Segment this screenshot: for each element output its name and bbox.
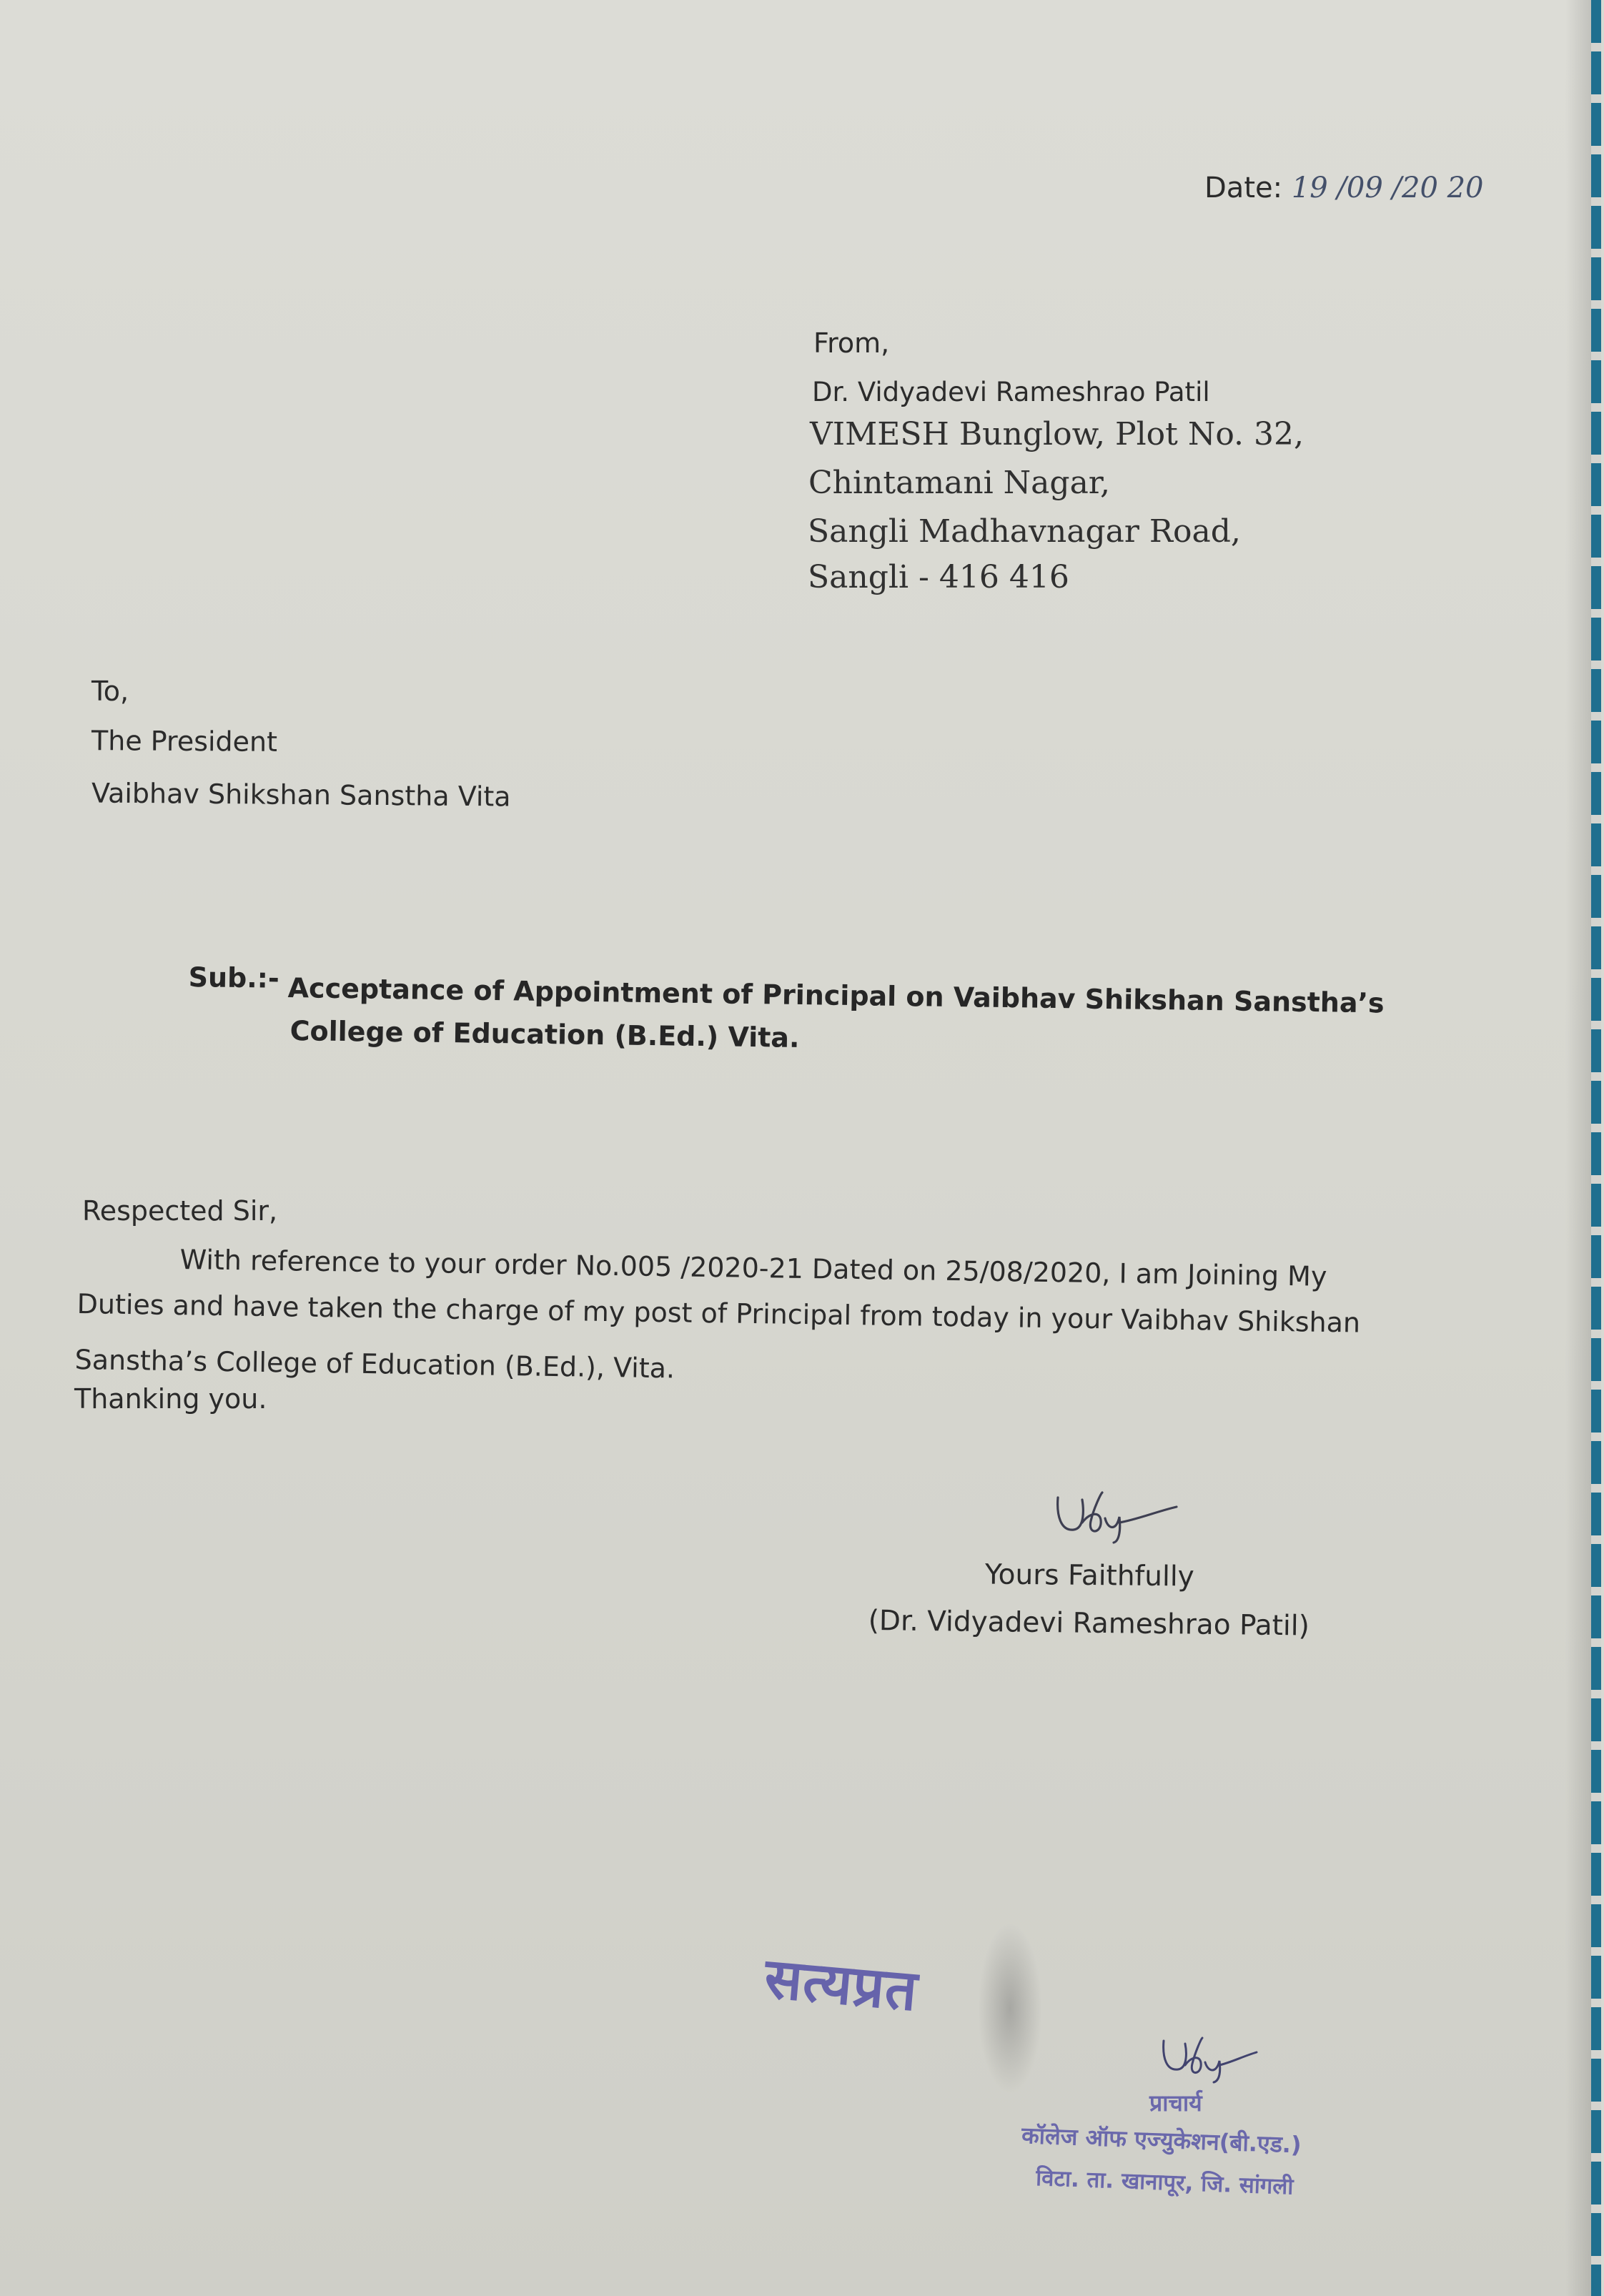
- ink-smudge: [978, 1923, 1042, 2094]
- valediction: Yours Faithfully: [984, 1558, 1195, 1593]
- sender-address-line-1: VIMESH Bunglow, Plot No. 32,: [810, 416, 1304, 452]
- stamp-title: प्राचार्य: [1149, 2089, 1202, 2117]
- to-label: To,: [91, 676, 129, 707]
- signatory-name: (Dr. Vidyadevi Rameshrao Patil): [868, 1605, 1310, 1643]
- signature-handwritten: [1051, 1487, 1187, 1544]
- principal-signature: [1157, 2034, 1264, 2084]
- stamp-place: विटा. ता. खानापूर, जि. सांगली: [1035, 2164, 1294, 2200]
- salutation: Respected Sir,: [82, 1195, 278, 1227]
- subject-line-2: College of Education (B.Ed.) Vita.: [289, 1015, 800, 1054]
- body-line-3: Sanstha’s College of Education (B.Ed.), Vita.: [74, 1344, 675, 1385]
- subject-line-1: Acceptance of Appointment of Principal on Vaibhav Shikshan Sanstha’s: [287, 972, 1385, 1019]
- sender-name: Dr. Vidyadevi Rameshrao Patil: [812, 377, 1210, 407]
- recipient-organization: Vaibhav Shikshan Sanstha Vita: [91, 777, 511, 813]
- from-label: From,: [813, 327, 890, 359]
- body-line-2: Duties and have taken the charge of my post of Principal from today in your Vaibhav Shikshan: [76, 1288, 1361, 1339]
- subject-prefix: Sub.:-: [188, 961, 280, 994]
- date-value: 19 /09 /20 20: [1291, 172, 1484, 204]
- date-label: Date:: [1204, 172, 1283, 204]
- sender-address-line-3: Sangli Madhavnagar Road,: [808, 513, 1241, 550]
- body-line-1: With reference to your order No.005 /2020-21 Dated on 25/08/2020, I am Joining My: [179, 1244, 1327, 1292]
- date-line: [1204, 172, 1484, 204]
- sender-address-line-4: Sangli - 416 416: [808, 559, 1069, 595]
- attested-stamp: सत्यप्रत: [762, 1945, 921, 2024]
- sender-address-line-2: Chintamani Nagar,: [808, 465, 1110, 501]
- stamp-college: कॉलेज ऑफ एज्युकेशन(बी.एड.): [1021, 2121, 1302, 2159]
- background-binder-edge: [1591, 0, 1601, 2296]
- recipient-title: The President: [91, 725, 278, 758]
- thanks-line: Thanking you.: [74, 1383, 267, 1415]
- page-edge-shadow: [1565, 0, 1591, 2296]
